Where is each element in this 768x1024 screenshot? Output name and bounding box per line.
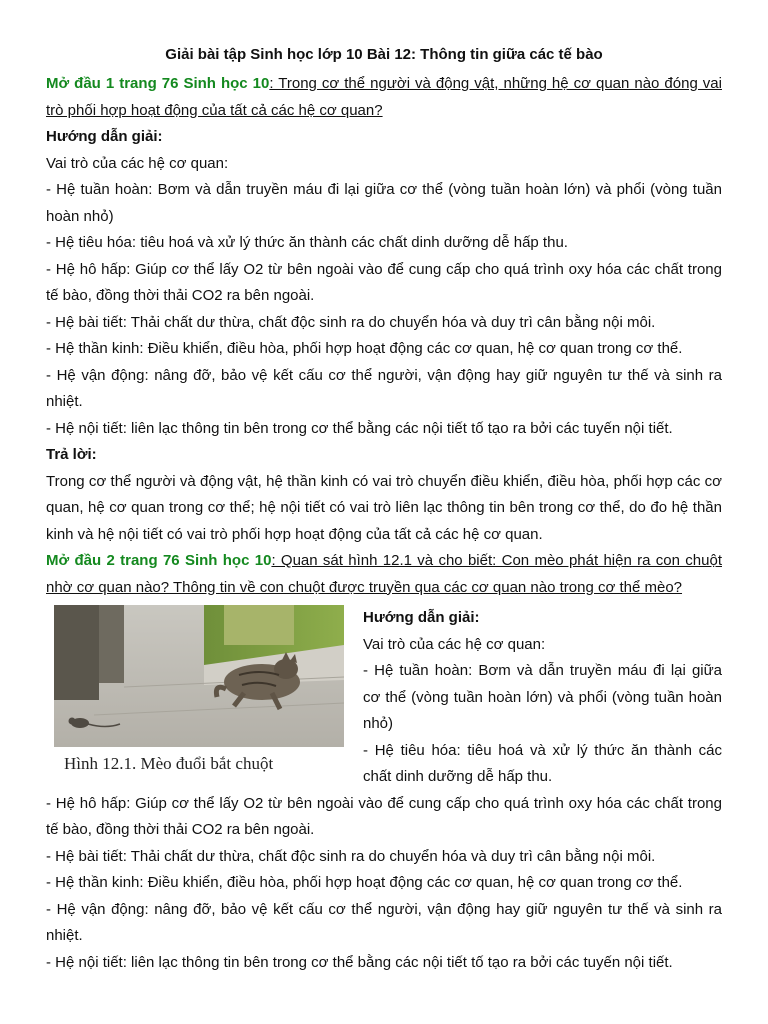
question-2-text: : Quan sát hình 12.1 và cho biết: Con mèo phát hiện ra con chuột nhờ cơ quan nào? Thông tin về con chuột được truyền qua các cơ quan nào trong cơ thể mèo?: [46, 552, 722, 596]
cat-chasing-mouse-photo: [54, 605, 344, 747]
role-excretory-2: - Hệ bài tiết: Thải chất dư thừa, chất độc sinh ra do chuyển hóa và duy trì cân bằng nội môi.: [46, 847, 656, 865]
role-excretory-1: - Hệ bài tiết: Thải chất dư thừa, chất độc sinh ra do chuyển hóa và duy trì cân bằng nội môi.: [46, 313, 656, 331]
figure-caption: Hình 12.1. Mèo đuổi bắt chuột: [64, 754, 274, 773]
role-endocrine-1: - Hệ nội tiết: liên lạc thông tin bên trong cơ thể bằng các nội tiết tố tạo ra bởi các tuyến nội tiết.: [46, 419, 673, 437]
page-title: Giải bài tập Sinh học lớp 10 Bài 12: Thông tin giữa các tế bào: [165, 46, 603, 63]
roles-intro-2: Vai trò của các hệ cơ quan:: [363, 635, 546, 653]
role-endocrine-2: - Hệ nội tiết: liên lạc thông tin bên trong cơ thể bằng các nội tiết tố tạo ra bởi các tuyến nội tiết.: [46, 953, 673, 971]
question-1-text: : Trong cơ thể người và động vật, những hệ cơ quan nào đóng vai trò phối hợp hoạt động của tất cả các hệ cơ quan?: [46, 75, 722, 119]
role-respiratory-1: - Hệ hô hấp: Giúp cơ thể lấy O2 từ bên ngoài vào để cung cấp cho quá trình oxy hóa các chất trong tế bào, đồng thời thải CO2 ra bên ngoài.: [46, 260, 722, 304]
role-circulatory-1: - Hệ tuần hoàn: Bơm và dẫn truyền máu đi lại giữa cơ thể (vòng tuần hoàn lớn) và phổi (vòng tuần hoàn nhỏ): [46, 181, 722, 225]
role-circulatory-2: - Hệ tuần hoàn: Bơm và dẫn truyền máu đi lại giữa cơ thể (vòng tuần hoàn lớn) và phổi (vòng tuần hoàn nhỏ): [363, 662, 722, 732]
question-1-label: Mở đầu 1 trang 76 Sinh học 10: [46, 75, 270, 92]
role-nervous-2: - Hệ thần kinh: Điều khiển, điều hòa, phối hợp hoạt động các cơ quan, hệ cơ quan trong cơ thể.: [46, 874, 683, 891]
answer-text: Trong cơ thể người và động vật, hệ thần kinh có vai trò chuyển điều khiển, điều hòa, phối hợp các cơ quan, hệ cơ quan trong cơ thể; hệ nội tiết có vai trò liên lạc thông tin bên trong cơ thể, do đo hệ thần kinh và hệ nội tiết có vai trò phối hợp hoạt động của tất cả các hệ cơ quan.: [46, 472, 722, 543]
figure-row: [46, 605, 722, 791]
figure-12-1: [46, 605, 346, 791]
guide-heading-2: Hướng dẫn giải:: [363, 609, 480, 626]
figure-side-text: [363, 605, 722, 791]
role-motor-2: - Hệ vận động: nâng đỡ, bảo vệ kết cấu cơ thể người, vận động hay giữ nguyên tư thế và sinh ra nhiệt.: [46, 900, 722, 944]
roles-intro-1: Vai trò của các hệ cơ quan:: [46, 154, 229, 172]
answer-heading: Trả lời:: [46, 446, 97, 463]
role-motor-1: - Hệ vận động: nâng đỡ, bảo vệ kết cấu cơ thể người, vận động hay giữ nguyên tư thế và sinh ra nhiệt.: [46, 366, 722, 410]
role-respiratory-2: - Hệ hô hấp: Giúp cơ thể lấy O2 từ bên ngoài vào để cung cấp cho quá trình oxy hóa các chất trong tế bào, đồng thời thải CO2 ra bên ngoài.: [46, 794, 722, 838]
question-2-label: Mở đầu 2 trang 76 Sinh học 10: [46, 552, 272, 569]
role-nervous-1: - Hệ thần kinh: Điều khiển, điều hòa, phối hợp hoạt động các cơ quan, hệ cơ quan trong cơ thể.: [46, 340, 683, 357]
role-digestive-2: - Hệ tiêu hóa: tiêu hoá và xử lý thức ăn thành các chất dinh dưỡng dễ hấp thu.: [363, 741, 722, 785]
question-2: [46, 548, 722, 601]
question-1: [46, 71, 722, 124]
role-digestive-1: - Hệ tiêu hóa: tiêu hoá và xử lý thức ăn thành các chất dinh dưỡng dễ hấp thu.: [46, 234, 568, 251]
guide-heading-1: Hướng dẫn giải:: [46, 128, 163, 145]
